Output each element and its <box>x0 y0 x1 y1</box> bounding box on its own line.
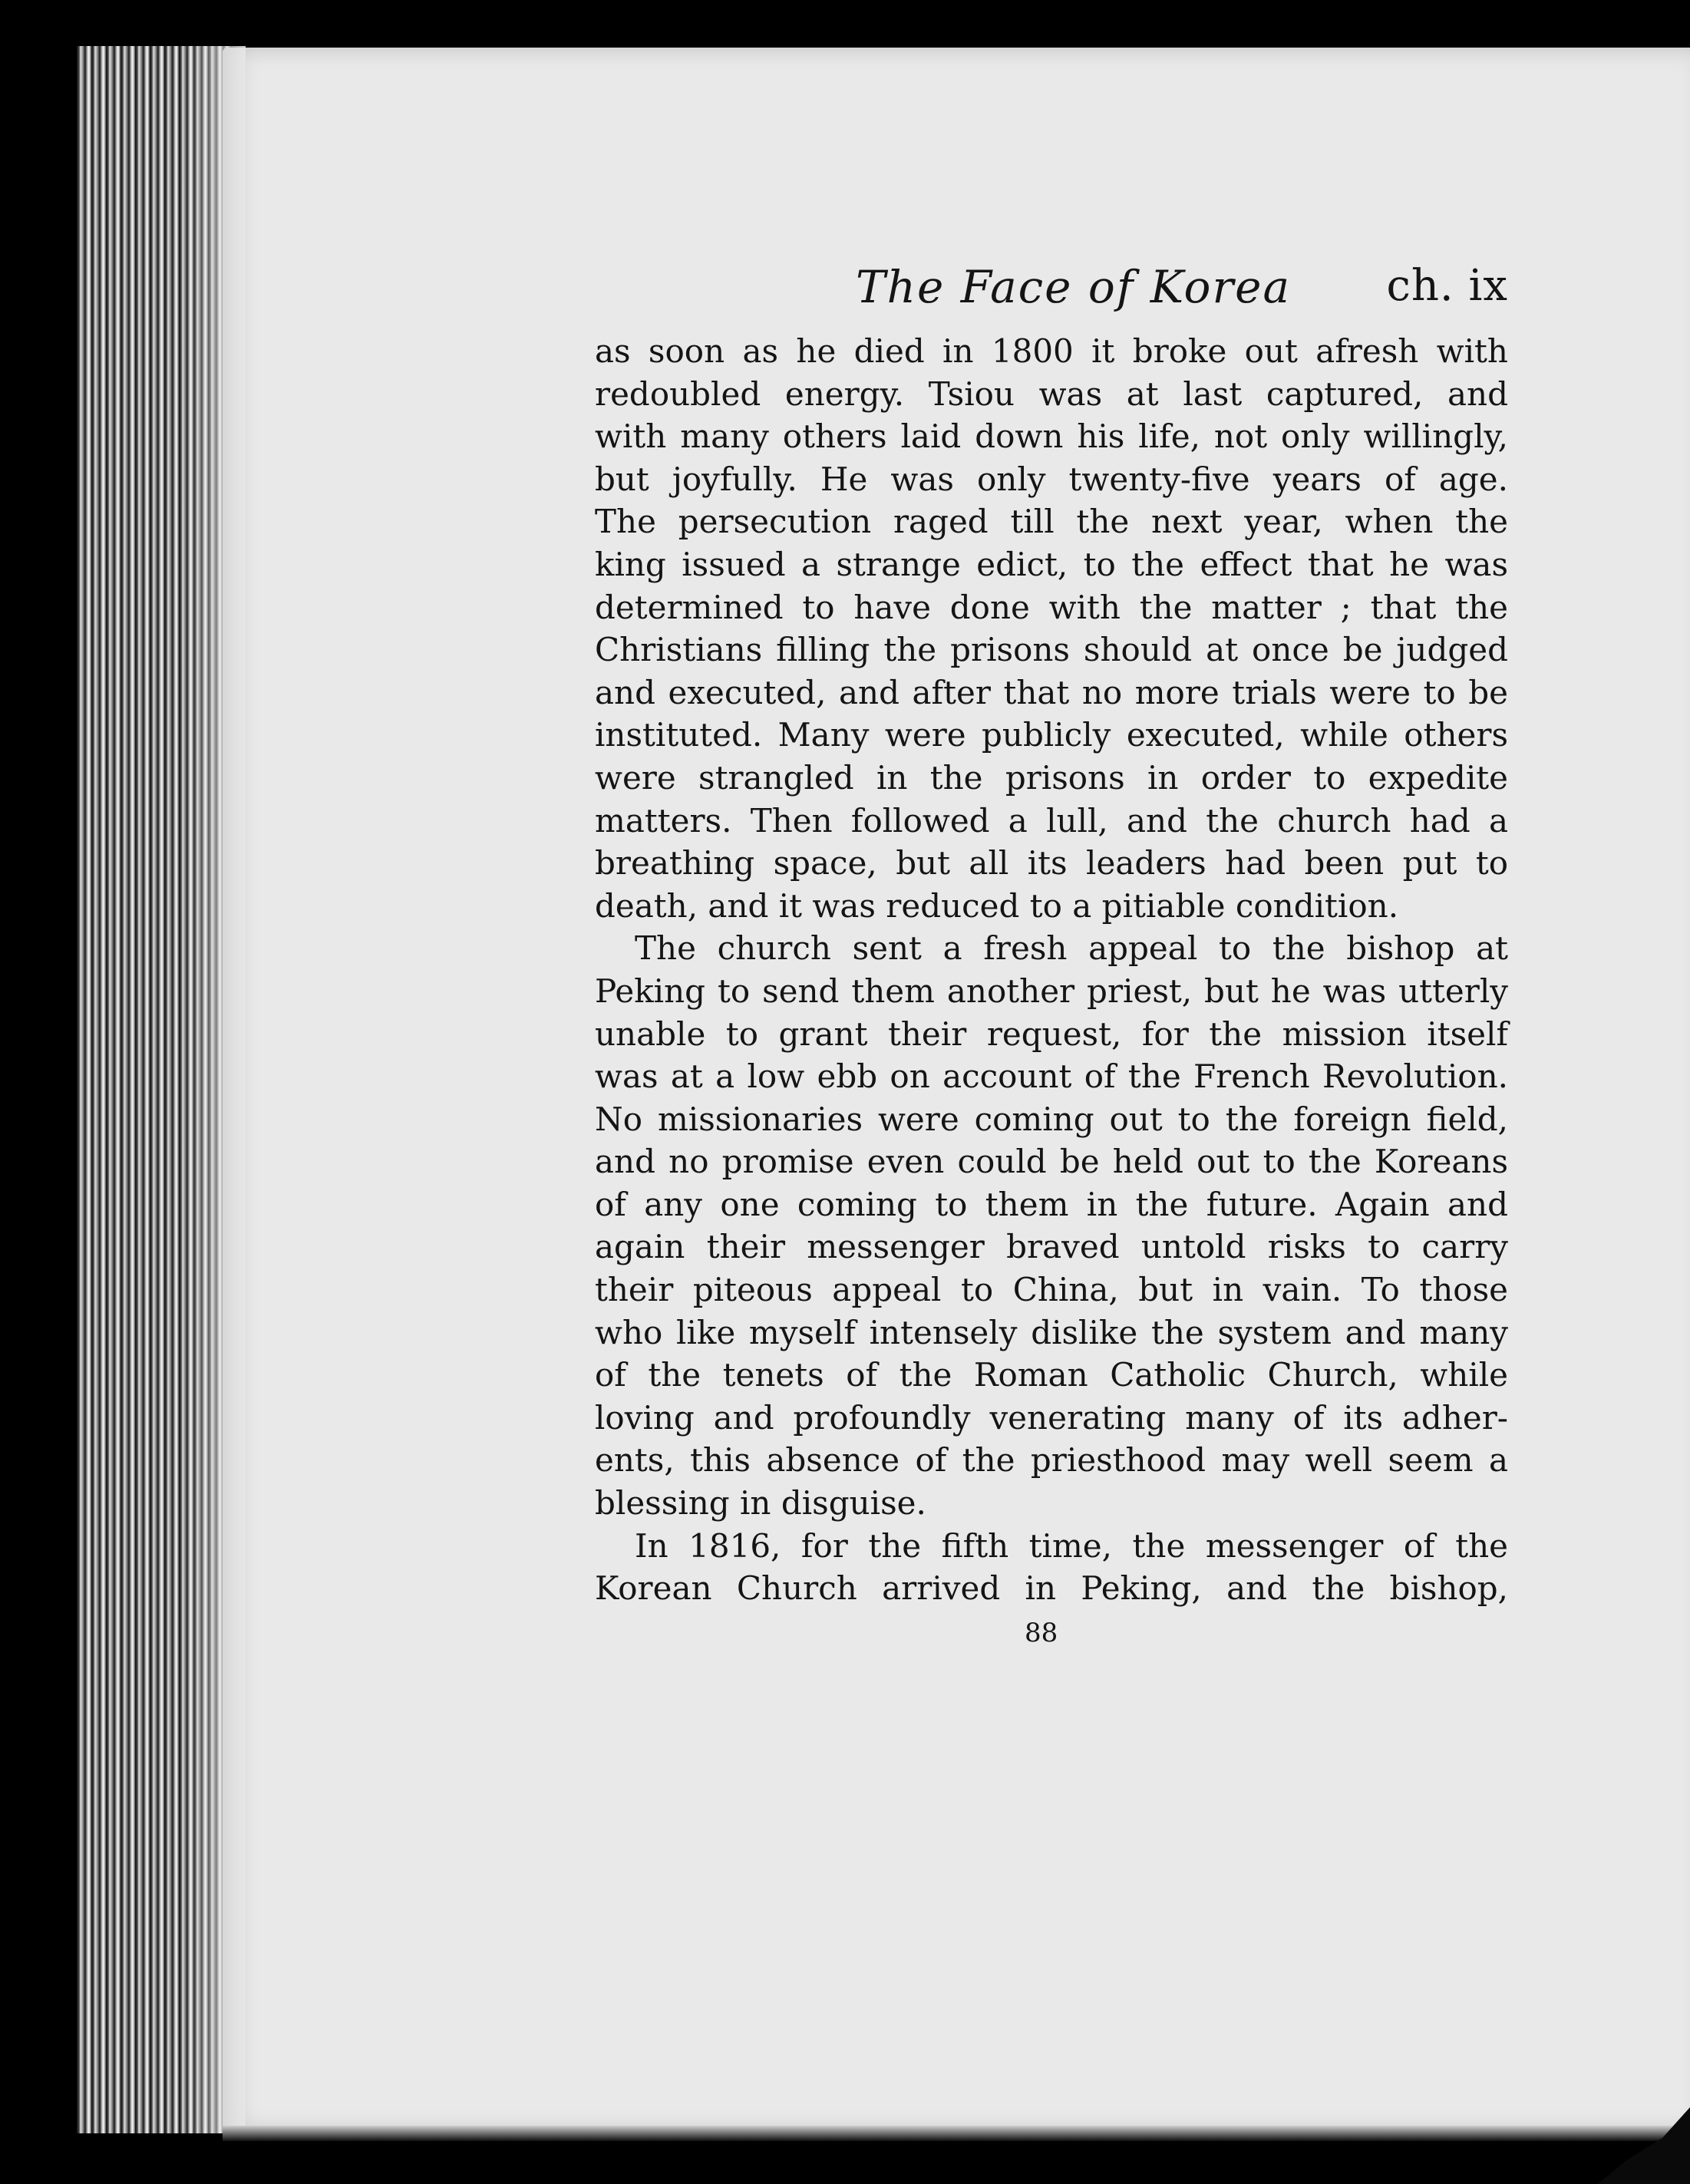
paragraph <box>595 1525 1508 1610</box>
text-line: matters. Then followed a lull, and the church had a <box>595 801 1508 840</box>
text-line: blessing in disguise. <box>595 1484 926 1523</box>
text-line: death, and it was reduced to a pitiable condition. <box>595 886 1399 925</box>
text-line: their piteous appeal to China, but in vain. To those <box>595 1271 1508 1309</box>
paragraph <box>595 330 1508 927</box>
body-text <box>595 330 1508 1610</box>
text-line: were strangled in the prisons in order to expedite <box>595 758 1508 797</box>
text-line: redoubled energy. Tsiou was at last captured, and <box>595 374 1508 413</box>
page-number: 88 <box>1025 1618 1058 1648</box>
text-line: and executed, and after that no more trials were to be <box>595 673 1508 711</box>
text-line: instituted. Many were publicly executed, while others <box>595 716 1508 754</box>
text-line: unable to grant their request, for the mission itself <box>595 1014 1508 1053</box>
text-line: The persecution raged till the next year, when the <box>595 503 1508 541</box>
gutter-shadow <box>184 46 246 2133</box>
text-line: ents, this absence of the priesthood may well seem a <box>595 1441 1508 1480</box>
text-line: loving and profoundly venerating many of its adher- <box>595 1398 1508 1437</box>
text-line: of the tenets of the Roman Catholic Church, while <box>595 1356 1508 1394</box>
text-line: Korean Church arrived in Peking, and the bishop, <box>595 1569 1508 1608</box>
text-line: and no promise even could be held out to the Koreans <box>595 1143 1508 1181</box>
text-line: determined to have done with the matter ; that the <box>595 588 1508 626</box>
text-line: The church sent a fresh appeal to the bishop at <box>635 929 1508 968</box>
paragraph <box>595 927 1508 1524</box>
text-line: In 1816, for the fifth time, the messenger of the <box>635 1526 1508 1565</box>
page-bottom-edge <box>223 2126 1690 2141</box>
text-line: again their messenger braved untold risks to carry <box>595 1228 1508 1266</box>
text-line: Peking to send them another priest, but he was utterly <box>595 972 1508 1010</box>
text-line: as soon as he died in 1800 it broke out afresh with <box>595 332 1508 370</box>
text-line: who like myself intensely dislike the system and many <box>595 1313 1508 1351</box>
text-line: with many others laid down his life, not only willingly, <box>595 417 1508 456</box>
chapter-label: ch. ix <box>1386 261 1508 311</box>
text-line: king issued a strange edict, to the effect that he was <box>595 545 1508 583</box>
running-header <box>595 261 1508 322</box>
text-line: breathing space, but all its leaders had been put to <box>595 844 1508 883</box>
text-line: was at a low ebb on account of the French Revolution. <box>595 1057 1508 1096</box>
text-line: No missionaries were coming out to the foreign field, <box>595 1100 1508 1138</box>
running-title: The Face of Korea <box>856 261 1292 313</box>
text-line: but joyfully. He was only twenty-five years of age. <box>595 460 1508 498</box>
text-line: Christians filling the prisons should at once be judged <box>595 631 1508 669</box>
text-line: of any one coming to them in the future. Again and <box>595 1185 1508 1223</box>
